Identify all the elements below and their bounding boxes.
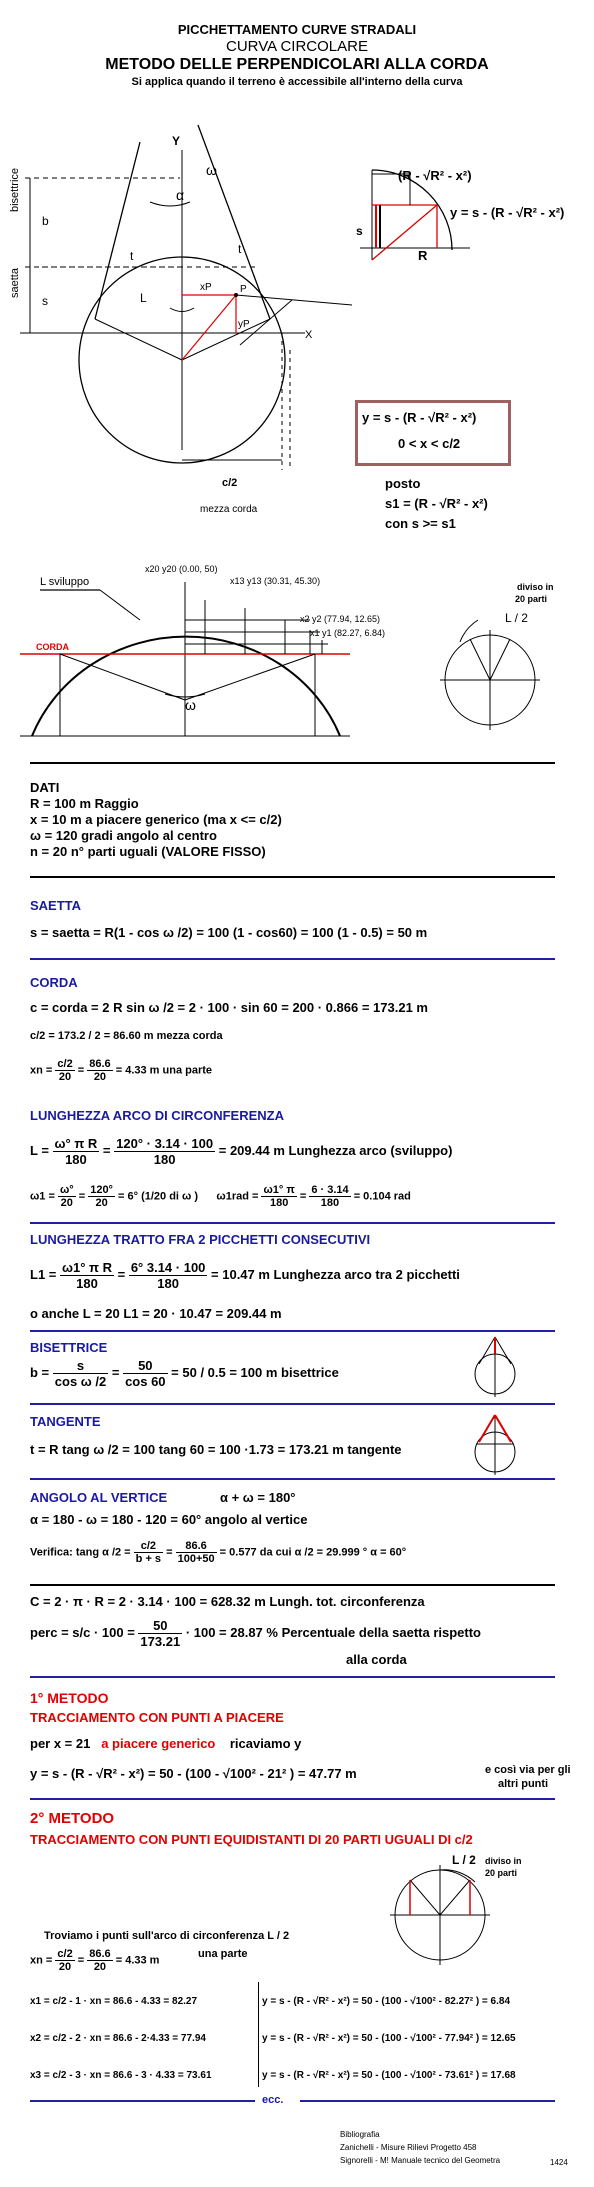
t-right: t: [238, 242, 242, 256]
radius-left: [95, 319, 182, 360]
c2-label: c/2: [222, 477, 238, 489]
divider: [30, 2100, 255, 2102]
con-line: con s >= s1: [385, 516, 456, 531]
yp-label: yP: [238, 319, 250, 330]
bisettrice-icon: [465, 1332, 525, 1402]
parti-label: 20 parti: [515, 594, 548, 604]
footer-l1: Bibliografia: [340, 2130, 380, 2139]
divider: [30, 762, 555, 764]
circ-res2: alla corda: [346, 1652, 407, 1667]
row-separator: [258, 1982, 259, 2087]
x1-label: x1 y1 (82.27, 6.84): [310, 628, 386, 638]
angolo-sum: α + ω = 180°: [220, 1490, 296, 1505]
dati-r: R = 100 m Raggio: [30, 796, 139, 811]
mezza-corda-label: mezza corda: [200, 504, 258, 515]
title-3: METODO DELLE PERPENDICOLARI ALLA CORDA: [105, 56, 489, 73]
b-label: b: [42, 214, 49, 228]
metodo2-l2: L / 2: [452, 1853, 476, 1867]
corda-label: CORDA: [36, 642, 69, 652]
footer-l3: Signorelli - M! Manuale tecnico del Geometra: [340, 2156, 501, 2165]
saetta-label: saetta: [9, 268, 21, 298]
divider: [30, 1403, 555, 1405]
metodo2-diviso: diviso in: [485, 1856, 522, 1866]
arco-title: LUNGHEZZA ARCO DI CIRCONFERENZA: [30, 1108, 284, 1123]
tangente-icon: [465, 1410, 525, 1480]
p-label: P: [240, 284, 247, 295]
divider: [30, 1478, 555, 1480]
x2-label: x2 y2 (77.94, 12.65): [300, 614, 381, 624]
corda-f2: c/2 = 173.2 / 2 = 86.60 m mezza corda: [30, 1030, 223, 1042]
divider: [30, 1676, 555, 1678]
metodo2-title2: TRACCIAMENTO CON PUNTI EQUIDISTANTI DI 20 PARTI UGUALI DI c/2: [30, 1832, 473, 1847]
metodo1-note2: altri punti: [498, 1778, 549, 1790]
divider: [30, 1222, 555, 1224]
row-3-x: x3 = c/2 - 3 · xn = 86.6 - 3 · 4.33 = 73.61: [30, 2070, 212, 2081]
dati-title: DATI: [30, 780, 60, 795]
l-sviluppo: L sviluppo: [40, 576, 90, 588]
l2-label: L / 2: [505, 611, 528, 625]
metodo2-una: una parte: [198, 1948, 248, 1960]
angolo-verifica: Verifica: tang α /2 = $\frac{c/2}{b + s}$ = $\frac{86.6}{100+50}$ = 0.577 da cui α /2 = 29.999 ° α = 60°: [30, 1540, 407, 1565]
title-1: PICCHETTAMENTO CURVE STRADALI: [177, 22, 417, 37]
circ-f: C = 2 · π · R = 2 · 3.14 · 100 = 628.32 m Lungh. tot. circonferenza: [30, 1594, 425, 1609]
divider: [30, 876, 555, 878]
s-small-label: s: [356, 224, 363, 238]
row-3-y: y = s - (R - √R² - x²) = 50 - (100 - √100² - 73.61² ) = 17.68: [262, 2070, 516, 2081]
metodo1-f: y = s - (R - √R² - x²) = 50 - (100 - √100² - 21² ) = 47.77 m: [30, 1766, 357, 1781]
s-label: s: [42, 294, 48, 308]
saetta-formula: s = saetta = R(1 - cos ω /2) = 100 (1 - cos60) = 100 (1 - 0.5) = 50 m: [30, 925, 428, 940]
angolo-title: ANGOLO AL VERTICE: [30, 1490, 168, 1505]
bisettrice-title: BISETTRICE: [30, 1340, 108, 1355]
radius-p: [182, 295, 236, 360]
circ-perc: perc = s/c · 100 = $\frac{50}{173.21}$ · 100 = 28.87 % Percentuale della saetta rispetto: [30, 1618, 481, 1649]
x13-label: x13 y13 (30.31, 45.30): [230, 576, 321, 586]
divider: [30, 1798, 555, 1800]
metodo2-parti: 20 parti: [485, 1868, 518, 1878]
corda-title: CORDA: [30, 975, 78, 990]
title-2: CURVA CIRCOLARE: [226, 38, 368, 55]
row-1-x: x1 = c/2 - 1 · xn = 86.6 - 4.33 = 82.27: [30, 1996, 198, 2007]
omega-2: ω: [185, 697, 196, 713]
l-label: L: [140, 291, 147, 305]
radius-right-t: [182, 319, 270, 360]
row-1-y: y = s - (R - √R² - x²) = 50 - (100 - √100² - 82.27² ) = 6.84: [262, 1996, 511, 2007]
alpha-label: α: [176, 187, 185, 203]
corda-xn: xn = $\frac{c/2}{20}$ = $\frac{86.6}{20}$ = 4.33 m una parte: [30, 1058, 213, 1083]
tangent-left: [95, 142, 140, 319]
x20-label: x20 y20 (0.00, 50): [145, 564, 218, 574]
x-label: X: [305, 329, 313, 341]
tratto-title: LUNGHEZZA TRATTO FRA 2 PICCHETTI CONSECUTIVI: [30, 1232, 371, 1247]
box-line-2: 0 < x < c/2: [398, 436, 461, 451]
metodo2-title1: 2° METODO: [30, 1810, 115, 1827]
r-label: R: [418, 248, 428, 263]
xp-label: xP: [200, 282, 212, 293]
box-line-1: y = s - (R - √R² - x²): [362, 410, 477, 425]
metodo1-note1: e così via per gli: [485, 1764, 571, 1776]
metodo1-title2: TRACCIAMENTO CON PUNTI A PIACERE: [30, 1710, 284, 1725]
posto: posto: [385, 476, 421, 491]
bisettrice-formula: b = $\frac{s}{\text{cos ω /2}}$ = $\frac{50}{\cos 60}$ = 50 / 0.5 = 100 m bisettrice: [30, 1358, 339, 1389]
arco-L: L = $\frac{\text{ω° π R}}{180}$ = $\frac{120^\circ \cdot 3.14 \cdot 100}{180}$ = 209.44 m Lunghezza arco (sviluppo): [30, 1136, 453, 1167]
metodo1-title1: 1° METODO: [30, 1690, 109, 1706]
footer-l2: Zanichelli - Misure Rilievi Progetto 458: [340, 2143, 477, 2152]
bisettrice-label: bisettrice: [9, 167, 21, 212]
s1-line: s1 = (R - √R² - x²): [385, 496, 488, 511]
divider: [30, 958, 555, 960]
row-2-y: y = s - (R - √R² - x²) = 50 - (100 - √100² - 77.94² ) = 12.65: [262, 2033, 516, 2044]
corda-f1: c = corda = 2 R sin ω /2 = 2 · 100 · sin 60 = 200 · 0.866 = 173.21 m: [30, 1000, 428, 1015]
page-number: 1424: [550, 2158, 568, 2167]
t-left: t: [130, 249, 134, 263]
metodo2-circle: [360, 1850, 560, 1970]
tangente-title: TANGENTE: [30, 1414, 101, 1429]
dati-n: n = 20 n° parti uguali (VALORE FISSO): [30, 844, 266, 859]
formula-top-1: (R - √R² - x²): [398, 168, 472, 183]
saetta-title: SAETTA: [30, 898, 82, 913]
dati-x: x = 10 m a piacere generico (ma x <= c/2): [30, 812, 282, 827]
tangente-formula: t = R tang ω /2 = 100 tang 60 = 100 ·1.73 = 173.21 m tangente: [30, 1442, 402, 1457]
tratto-oanche: o anche L = 20 L1 = 20 · 10.47 = 209.44 m: [30, 1306, 282, 1321]
divider: [300, 2100, 555, 2102]
formula-top-2: y = s - (R - √R² - x²): [450, 205, 565, 220]
subtitle: Si applica quando il terreno è accessibile all'interno della curva: [131, 76, 463, 88]
arco-w1: ω1 = $\frac{\omega^\circ}{20}$ = $\frac{120^\circ}{20}$ = 6° (1/20 di ω ) ω1rad = $\frac{\omega 1^\circ \pi}{180}$ = $\frac{6 \cdot 3.14}{180}$ = 0.104 rad: [30, 1184, 411, 1209]
y-label: Y: [172, 134, 181, 148]
metodo1-line1: per x = 21 a piacere generico ricaviamo y: [30, 1736, 302, 1751]
dati-w: ω = 120 gradi angolo al centro: [30, 828, 217, 843]
tratto-L1: L1 = $\frac{\text{ω1° π R}}{180}$ = $\frac{6^\circ 3.14 \cdot 100}{180}$ = 10.47 m Lunghezza arco tra 2 picchetti: [30, 1260, 460, 1291]
metodo2-troviamo: Troviamo i punti sull'arco di circonferenza L / 2: [44, 1930, 290, 1942]
row-2-x: x2 = c/2 - 2 · xn = 86.6 - 2·4.33 = 77.94: [30, 2033, 206, 2044]
omega-label: ω: [206, 162, 217, 178]
diagram-arc-points: [0, 560, 594, 750]
diviso-label: diviso in: [517, 582, 554, 592]
metodo2-xn: xn = $\frac{c/2}{20}$ = $\frac{86.6}{20}$ = 4.33 m: [30, 1948, 160, 1973]
angolo-f: α = 180 - ω = 180 - 120 = 60° angolo al vertice: [30, 1512, 308, 1527]
ecc-label: ecc.: [262, 2094, 284, 2106]
divider: [30, 1584, 555, 1586]
